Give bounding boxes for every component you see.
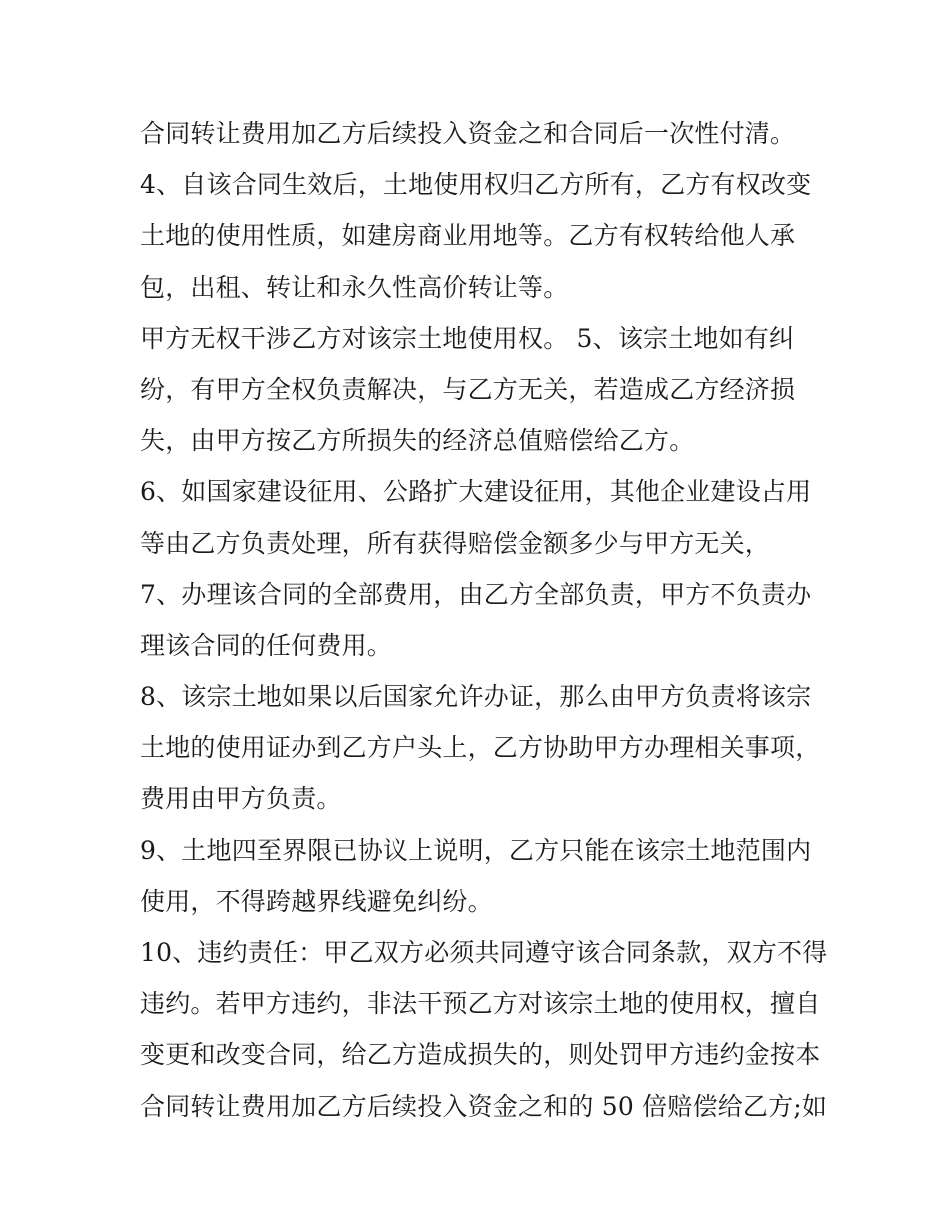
text-line: 等由乙方负责处理，所有获得赔偿金额多少与甲方无关， [140, 528, 771, 558]
text-line: 4、自该合同生效后，土地使用权归乙方所有，乙方有权改变 [140, 170, 812, 200]
text-line: 合同转让费用加乙方后续投入资金之和合同后一次性付清。 [140, 119, 796, 148]
text-line: 9、土地四至界限已协议上说明，乙方只能在该宗土地范围内 [140, 835, 812, 865]
text-line: 6、如国家建设征用、公路扩大建设征用，其他企业建设占用 [140, 477, 812, 507]
text-line: 失，由甲方按乙方所损失的经济总值赔偿给乙方。 [140, 426, 695, 456]
text-line: 土地的使用证办到乙方户头上，乙方协助甲方办理相关事项， [140, 733, 821, 763]
text-line: 纷，有甲方全权负责解决，与乙方无关，若造成乙方经济损 [140, 374, 796, 404]
text-line: 违约。若甲方违约，非法干预乙方对该宗土地的使用权，擅自 [140, 989, 821, 1019]
text-line: 变更和改变合同，给乙方造成损失的，则处罚甲方违约金按本 [140, 1040, 821, 1070]
text-line: 甲方无权干涉乙方对该宗土地使用权。 5、该宗土地如有纠 [140, 323, 795, 353]
document-body [140, 108, 840, 1132]
text-line: 7、办理该合同的全部费用，由乙方全部负责，甲方不负责办 [140, 579, 812, 609]
text-line: 理该合同的任何费用。 [140, 630, 393, 660]
text-line: 10、违约责任：甲乙双方必须共同遵守该合同条款，双方不得 [140, 938, 828, 967]
text-line: 包，出租、转让和永久性高价转让等。 [140, 272, 569, 302]
text-line: 8、该宗土地如果以后国家允许办证，那么由甲方负责将该宗 [140, 682, 812, 712]
text-line: 合同转让费用加乙方后续投入资金之和的 50 倍赔偿给乙方;如 [140, 1091, 828, 1121]
text-line: 使用，不得跨越界线避免纠纷。 [140, 886, 493, 916]
text-line: 费用由甲方负责。 [140, 784, 342, 814]
text-line: 土地的使用性质，如建房商业用地等。乙方有权转给他人承 [140, 221, 796, 251]
